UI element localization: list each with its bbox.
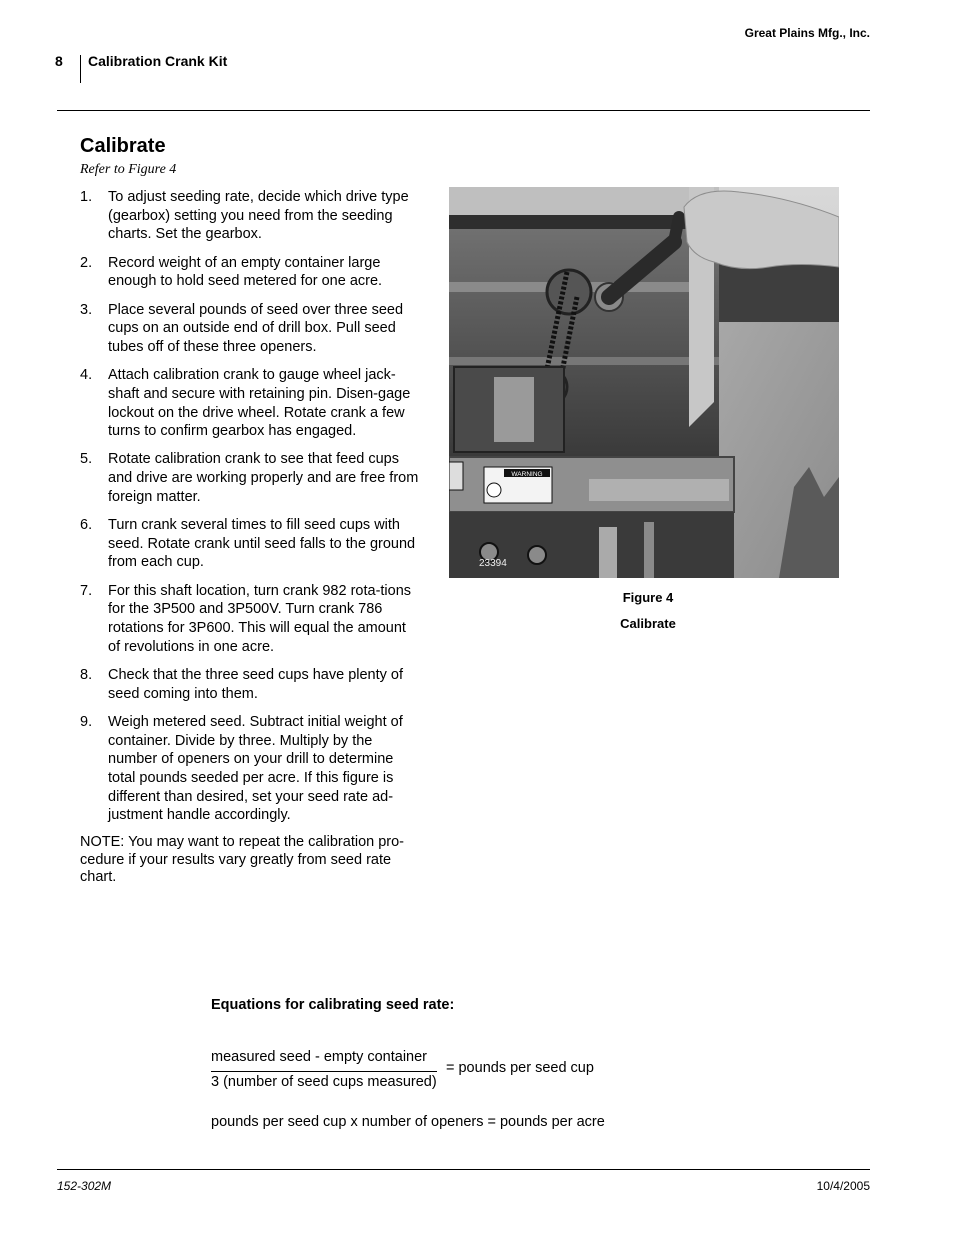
page-heading: Calibrate [80,135,166,157]
step-item: 1. To adjust seeding rate, decide which drive type (gearbox) setting you need from the seeding charts. Set the gearbox. [80,189,409,243]
equation-denominator: 3 (number of seed cups measured) [211,1074,437,1090]
company-name: Great Plains Mfg., Inc. [744,26,870,40]
step-item: 7. For this shaft location, turn crank 982 rota-tions for the 3P500 and 3P500V. Turn crank 786 rotations for 3P600. This will equal the amount of revolutions in one acre. [80,582,412,655]
page-number: 8 [55,53,63,69]
header-divider [80,55,81,83]
step-item: 6. Turn crank several times to fill seed cups with seed. Rotate crank until seed falls to the ground from each cup. [80,517,416,571]
step-item: 8. Check that the three seed cups have plenty of seed coming into them. [80,666,404,702]
warning-decal-label: WARNING [511,471,543,478]
document-number: 152-302M [57,1179,112,1193]
equations-heading: Equations for calibrating seed rate: [211,997,455,1013]
calibration-photo [449,187,839,578]
step-item: 4. Attach calibration crank to gauge wheel jack-shaft and secure with retaining pin. Disen-gage lockout on the drive wheel. Rotate crank a few turns to confirm gearbox has engaged. [80,367,411,440]
photo-number: 23394 [479,558,507,569]
figure-caption-title: Calibrate [620,616,676,631]
step-item: 5. Rotate calibration crank to see that feed cups and drive are working properly and are free from foreign matter. [80,451,419,505]
equation-numerator: measured seed - empty container [211,1049,427,1065]
figure-reference: Refer to Figure 4 [80,162,177,177]
equation-result: = pounds per seed cup [446,1060,594,1076]
equation-per-acre: pounds per seed cup x number of openers = pounds per acre [211,1114,605,1130]
document-date: 10/4/2005 [816,1179,870,1193]
step-item: 9. Weigh metered seed. Subtract initial weight of container. Divide by three. Multiply by the number of openers on your drill to determine total pounds seeded per acre. If this figure is different than desired, set your seed rate ad-justment handle accordingly. [80,713,403,824]
figure-caption-number: Figure 4 [622,590,674,605]
step-item: 2. Record weight of an empty container large enough to hold seed metered for one acre. [80,254,383,290]
footer-rule [57,1169,870,1170]
section-title: Calibration Crank Kit [88,53,228,69]
header-rule [57,110,870,111]
calibration-steps [80,188,420,835]
step-item: 3. Place several pounds of seed over three seed cups on an outside end of drill box. Pull seed tubes off of these three openers. [80,301,404,355]
note-text: NOTE: You may want to repeat the calibration pro-cedure if your results vary greatly from seed rate chart. [80,834,405,885]
fraction-bar [211,1071,437,1072]
